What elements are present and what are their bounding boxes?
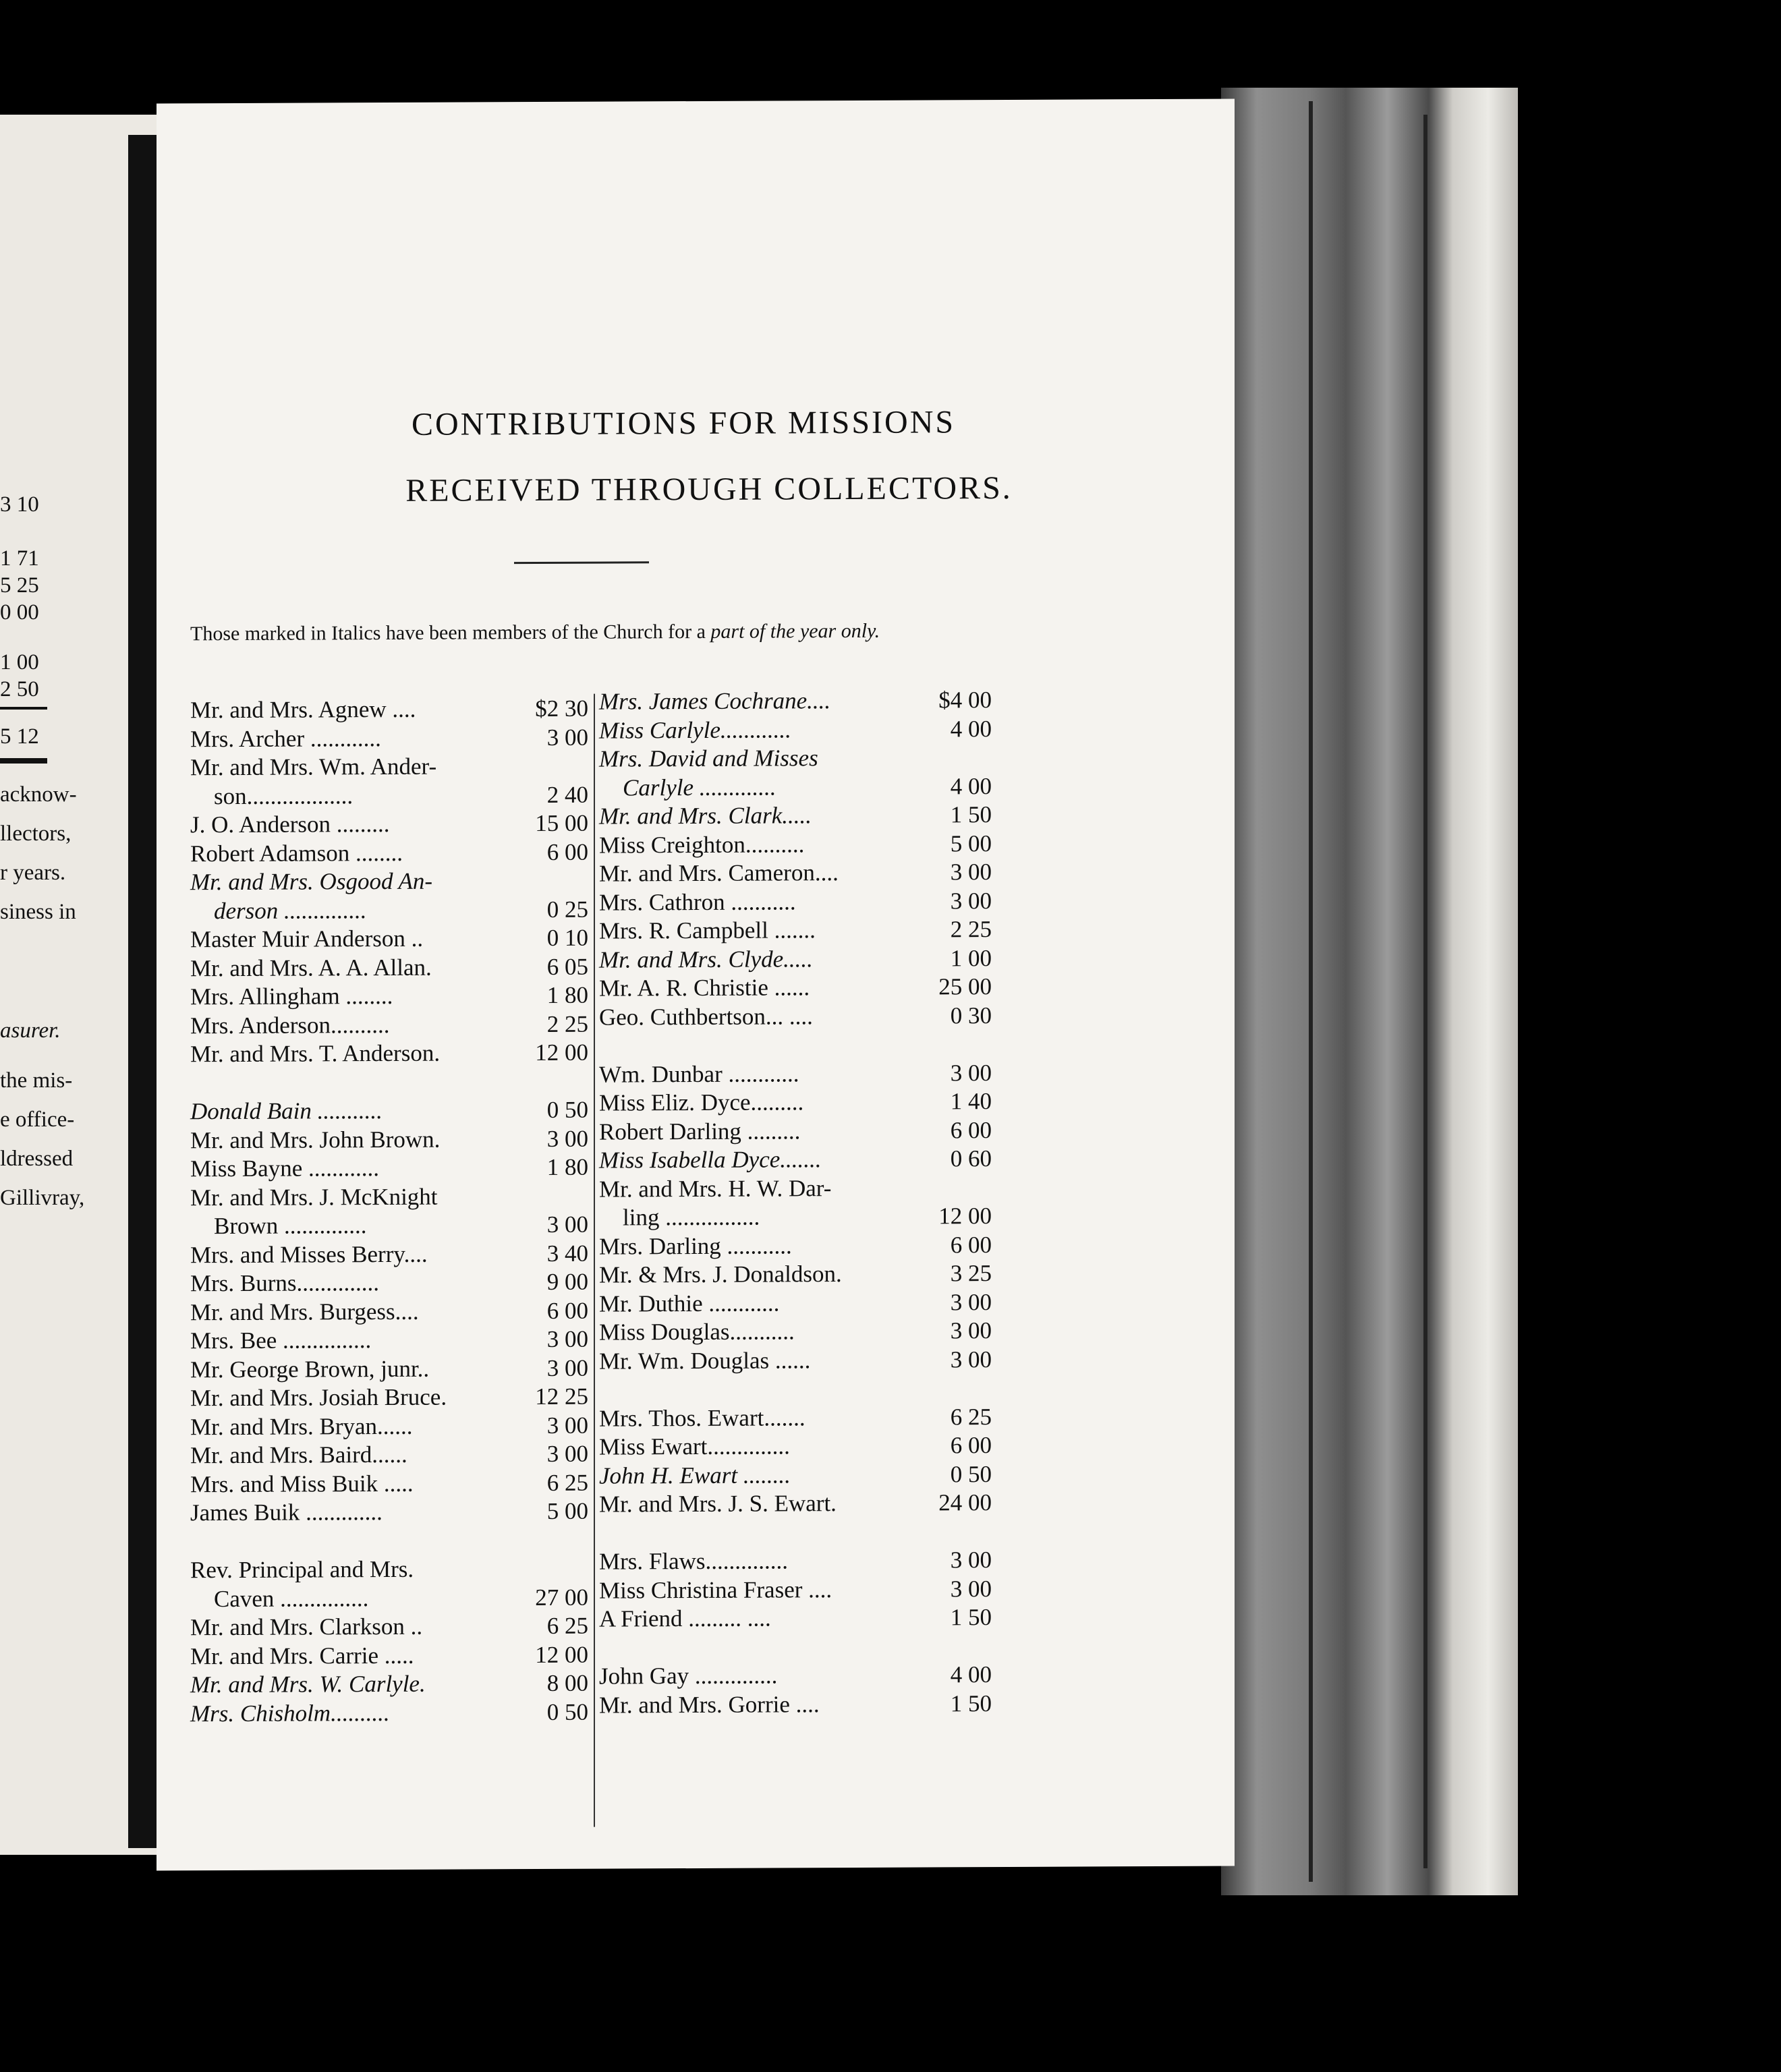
- contribution-amount: 5 00: [546, 1497, 588, 1524]
- contribution-amount: 3 00: [950, 1575, 992, 1602]
- contribution-row: [190, 1498, 588, 1528]
- contributor-name: Mr. and Mrs. J. McKnight: [190, 1183, 438, 1211]
- contributor-name: Mr. and Mrs. Wm. Ander-: [190, 753, 437, 781]
- contributor-name: Wm. Dunbar ............: [599, 1060, 799, 1088]
- contribution-amount: 5 00: [950, 830, 992, 857]
- contribution-amount: 24 00: [938, 1489, 992, 1516]
- document-page: [157, 99, 1235, 1871]
- contribution-row: [599, 1489, 992, 1520]
- contributor-name: Mr. and Mrs. H. W. Dar-: [599, 1174, 832, 1203]
- contribution-amount: 4 00: [950, 1661, 992, 1688]
- contribution-row: [599, 945, 992, 975]
- contribution-row: [599, 1002, 992, 1033]
- left-line: siness in: [0, 900, 76, 924]
- contribution-row: [190, 695, 588, 726]
- contributor-name: Miss Carlyle............: [599, 716, 791, 744]
- contribution-amount: 3 00: [546, 1354, 588, 1381]
- contributor-name: Mr. and Mrs. Bryan......: [190, 1412, 413, 1440]
- contributor-name: Miss Eliz. Dyce.........: [599, 1089, 804, 1116]
- contributor-name: Mrs. David and Misses: [599, 745, 818, 772]
- contribution-row: [599, 1260, 992, 1290]
- contribution-row: [599, 888, 992, 918]
- contributor-name: Mr. and Mrs. Burgess....: [190, 1298, 419, 1325]
- contribution-row: [599, 1375, 992, 1405]
- contribution-amount: 12 25: [535, 1383, 588, 1410]
- title-rule: [514, 561, 649, 564]
- contribution-amount: 3 00: [950, 1346, 992, 1373]
- contribution-row: [599, 916, 992, 946]
- left-line: asurer.: [0, 1018, 61, 1043]
- left-line: Gillivray,: [0, 1186, 85, 1210]
- contribution-row: [190, 1670, 588, 1700]
- contribution-amount: 15 00: [535, 809, 588, 837]
- contribution-row: [190, 1211, 588, 1242]
- contribution-amount: 6 05: [546, 953, 588, 980]
- contributor-name: Mr. and Mrs. Cameron....: [599, 859, 839, 887]
- left-line: e office-: [0, 1107, 75, 1132]
- contribution-row: [190, 953, 588, 983]
- contributor-name: Donald Bain ...........: [190, 1097, 383, 1125]
- contribution-row: [190, 1555, 588, 1586]
- contributor-name: James Buik .............: [190, 1499, 383, 1526]
- contributor-name: Mrs. R. Campbell .......: [599, 917, 816, 944]
- contribution-row: [190, 925, 588, 955]
- contribution-amount: 0 60: [950, 1145, 992, 1172]
- contributor-name: Miss Christina Fraser ....: [599, 1576, 832, 1604]
- contributor-name: Miss Creighton..........: [599, 830, 805, 859]
- contributor-name: Mrs. Chisholm..........: [190, 1699, 390, 1727]
- contribution-amount: 9 00: [546, 1268, 588, 1295]
- contribution-amount: 6 00: [546, 1297, 588, 1324]
- contribution-amount: 1 50: [950, 1604, 992, 1631]
- contribution-row: [599, 1145, 992, 1176]
- contribution-row: [190, 1641, 588, 1671]
- contribution-amount: $4 00: [938, 687, 992, 714]
- contributor-name: Rev. Principal and Mrs.: [190, 1555, 414, 1584]
- contribution-amount: 6 00: [546, 838, 588, 865]
- contribution-row: [599, 1518, 992, 1549]
- contribution-row: [190, 753, 588, 783]
- contributor-name: Mr. and Mrs. W. Carlyle.: [190, 1670, 426, 1698]
- contribution-row: [190, 1269, 588, 1299]
- contribution-amount: 3 00: [950, 1317, 992, 1344]
- contributor-name: Mrs. and Misses Berry....: [190, 1240, 428, 1268]
- left-line: ldressed: [0, 1147, 74, 1171]
- contribution-amount: 3 00: [546, 724, 588, 751]
- contribution-row: [599, 1404, 992, 1434]
- contribution-row: [599, 1576, 992, 1606]
- contributor-name: Mrs. Anderson..........: [190, 1011, 390, 1039]
- contribution-amount: 3 00: [546, 1211, 588, 1238]
- contribution-row: [190, 1383, 588, 1414]
- contributors-column-right: [599, 687, 992, 1719]
- contributor-name: Mr. and Mrs. J. S. Ewart.: [599, 1490, 837, 1518]
- contributor-name: Mr. and Mrs. T. Anderson.: [190, 1039, 441, 1068]
- contribution-amount: 3 00: [546, 1412, 588, 1439]
- sum-rule: [0, 707, 47, 710]
- book-edges: [1221, 88, 1518, 1895]
- contribution-row: [190, 1125, 588, 1155]
- contribution-row: [190, 1354, 588, 1385]
- contribution-amount: 6 25: [950, 1403, 992, 1430]
- contribution-amount: 2 25: [546, 1010, 588, 1037]
- contribution-amount: 2 40: [546, 781, 588, 808]
- left-line: the mis-: [0, 1068, 73, 1093]
- contributor-name: Robert Darling .........: [599, 1117, 801, 1145]
- contributor-name: Master Muir Anderson ..: [190, 925, 424, 953]
- contribution-amount: 0 10: [546, 924, 588, 951]
- edge-line: [1309, 101, 1313, 1882]
- left-number: 1 71: [0, 546, 39, 571]
- contributor-name: Mrs. Burns..............: [190, 1269, 380, 1297]
- left-number: 3 10: [0, 492, 39, 517]
- contribution-amount: 4 00: [950, 772, 992, 799]
- contributor-name: Mr. and Mrs. Gorrie ....: [599, 1690, 820, 1719]
- contributors-column-left: [190, 695, 588, 1727]
- contributor-name: Mrs. James Cochrane....: [599, 687, 831, 715]
- contribution-row: [599, 744, 992, 774]
- contribution-row: [599, 1203, 992, 1233]
- contribution-row: [599, 1432, 992, 1462]
- contributor-name: ling ................: [599, 1203, 760, 1231]
- contribution-row: [190, 896, 588, 926]
- contribution-row: [599, 1346, 992, 1377]
- contributor-name: Mrs. Thos. Ewart.......: [599, 1404, 805, 1432]
- contributor-name: Carlyle .............: [599, 773, 776, 801]
- contribution-row: [190, 1526, 588, 1557]
- contributor-name: Geo. Cuthbertson... ....: [599, 1002, 813, 1031]
- contribution-row: [599, 1633, 992, 1663]
- contributor-name: Mr. and Mrs. John Brown.: [190, 1126, 441, 1153]
- contributor-name: Mr. and Mrs. Agnew ....: [190, 695, 416, 724]
- contribution-row: [599, 859, 992, 889]
- contribution-row: [599, 1031, 992, 1061]
- contribution-row: [190, 1297, 588, 1327]
- page-subtitle: RECEIVED THROUGH COLLECTORS.: [405, 469, 1013, 509]
- contribution-row: [190, 1613, 588, 1643]
- contribution-row: [599, 716, 992, 746]
- contribution-row: [190, 724, 588, 754]
- contributor-name: Mrs. Archer ............: [190, 724, 381, 752]
- contribution-amount: 12 00: [535, 1039, 588, 1066]
- contribution-amount: 4 00: [950, 715, 992, 742]
- contribution-row: [190, 1326, 588, 1356]
- contribution-amount: 1 50: [950, 1690, 992, 1717]
- contribution-amount: 1 00: [950, 944, 992, 971]
- contribution-row: [599, 1117, 992, 1147]
- contribution-amount: 3 25: [950, 1260, 992, 1287]
- contribution-row: [190, 1698, 588, 1729]
- left-number: 2 50: [0, 677, 39, 701]
- contributor-name: Mr. and Mrs. Josiah Bruce.: [190, 1383, 447, 1412]
- contributor-name: Mrs. Cathron ...........: [599, 888, 796, 916]
- contributor-name: Mr. and Mrs. A. A. Allan.: [190, 954, 432, 981]
- contribution-amount: 3 00: [950, 1059, 992, 1086]
- contributor-name: A Friend ......... ....: [599, 1605, 771, 1632]
- contribution-amount: 3 00: [546, 1325, 588, 1352]
- contributor-name: Mr. and Mrs. Clark.....: [599, 802, 812, 830]
- contribution-row: [190, 1097, 588, 1127]
- contribution-row: [599, 1604, 992, 1634]
- contribution-amount: 8 00: [546, 1669, 588, 1696]
- contribution-row: [599, 801, 992, 832]
- double-rule: [0, 758, 47, 764]
- contributor-name: derson ..............: [190, 896, 367, 924]
- contribution-row: [190, 982, 588, 1012]
- contribution-amount: 1 80: [546, 1153, 588, 1180]
- contributor-name: Mr. & Mrs. J. Donaldson.: [599, 1261, 842, 1288]
- contributor-name: Mrs. Darling ...........: [599, 1232, 792, 1260]
- contribution-row: [190, 838, 588, 869]
- contributor-name: Mr. and Mrs. Baird......: [190, 1441, 407, 1469]
- left-line: r years.: [0, 861, 66, 885]
- contributor-name: Mr. Duthie ............: [599, 1289, 780, 1317]
- contribution-amount: 6 25: [546, 1612, 588, 1639]
- column-divider: [594, 694, 595, 1827]
- contribution-row: [599, 1547, 992, 1577]
- contribution-amount: 6 00: [950, 1231, 992, 1258]
- contribution-row: [599, 830, 992, 861]
- contribution-row: [599, 1690, 992, 1721]
- contributor-name: Caven ...............: [190, 1584, 369, 1612]
- contributor-name: J. O. Anderson .........: [190, 810, 390, 838]
- contribution-row: [599, 687, 992, 717]
- contribution-row: [190, 1010, 588, 1041]
- contribution-row: [190, 1154, 588, 1184]
- contribution-amount: 1 40: [950, 1088, 992, 1115]
- contributor-name: Miss Ewart..............: [599, 1433, 790, 1460]
- contribution-amount: 6 00: [950, 1432, 992, 1459]
- left-number: 5 12: [0, 724, 39, 749]
- contributor-name: Miss Bayne ............: [190, 1155, 379, 1182]
- contribution-amount: 3 00: [950, 1547, 992, 1574]
- contributor-name: Mr. Wm. Douglas ......: [599, 1346, 811, 1375]
- note-italic: part of the year only.: [710, 619, 880, 643]
- left-number: 5 25: [0, 573, 39, 598]
- contribution-row: [599, 773, 992, 803]
- contribution-amount: 3 00: [546, 1440, 588, 1467]
- contributor-name: Mrs. and Miss Buik .....: [190, 1470, 414, 1497]
- contribution-amount: 3 00: [950, 859, 992, 886]
- contribution-amount: 3 40: [546, 1240, 588, 1267]
- contributor-name: Brown ..............: [190, 1212, 367, 1240]
- left-number: 0 00: [0, 600, 39, 625]
- contributor-name: Mr. and Mrs. Osgood An-: [190, 867, 433, 896]
- contribution-row: [190, 1584, 588, 1614]
- contributor-name: Mr. and Mrs. Clyde.....: [599, 945, 813, 973]
- contributor-name: Robert Adamson ........: [190, 839, 403, 867]
- contribution-row: [599, 973, 992, 1004]
- contributor-name: John H. Ewart ........: [599, 1461, 791, 1489]
- contribution-amount: 25 00: [938, 973, 992, 1000]
- italics-note: [190, 611, 1007, 654]
- note-text: Those marked in Italics have been members of the Church for a: [190, 620, 706, 645]
- edge-line: [1423, 115, 1427, 1868]
- contributor-name: Mr. George Brown, junr..: [190, 1355, 430, 1383]
- contribution-amount: 1 80: [546, 981, 588, 1008]
- contribution-amount: 0 25: [546, 896, 588, 923]
- contributor-name: Mrs. Allingham ........: [190, 982, 393, 1010]
- contribution-row: [190, 1412, 588, 1442]
- contributor-name: Miss Douglas...........: [599, 1318, 795, 1346]
- left-line: acknow-: [0, 782, 77, 807]
- contribution-row: [190, 1039, 588, 1070]
- contribution-row: [599, 1661, 992, 1692]
- contributor-name: John Gay ..............: [599, 1662, 778, 1690]
- contributor-name: son..................: [190, 782, 354, 809]
- page-title: CONTRIBUTIONS FOR MISSIONS: [411, 404, 956, 442]
- contribution-row: [190, 1441, 588, 1471]
- contribution-amount: $2 30: [535, 695, 588, 722]
- contribution-amount: 6 00: [950, 1116, 992, 1143]
- contribution-amount: 27 00: [535, 1584, 588, 1611]
- contribution-amount: 0 50: [546, 1698, 588, 1725]
- contribution-row: [190, 1068, 588, 1098]
- contributor-name: Mrs. Bee ...............: [190, 1327, 372, 1354]
- contribution-row: [190, 810, 588, 840]
- contributor-name: Mrs. Flaws..............: [599, 1547, 789, 1575]
- contribution-amount: 3 00: [546, 1125, 588, 1152]
- left-number: 1 00: [0, 650, 39, 674]
- contribution-row: [190, 1469, 588, 1499]
- contributor-name: Miss Isabella Dyce.......: [599, 1146, 822, 1174]
- contributor-name: Mr. A. R. Christie ......: [599, 974, 810, 1002]
- left-line: llectors,: [0, 822, 72, 846]
- contribution-row: [599, 1232, 992, 1262]
- contribution-row: [599, 1289, 992, 1319]
- contribution-row: [599, 1461, 992, 1491]
- contribution-row: [599, 1317, 992, 1348]
- contribution-amount: 6 25: [546, 1469, 588, 1496]
- contribution-row: [599, 1088, 992, 1118]
- contribution-amount: 2 25: [950, 916, 992, 943]
- contribution-amount: 0 50: [950, 1460, 992, 1487]
- contribution-row: [190, 1240, 588, 1270]
- contribution-amount: 12 00: [535, 1641, 588, 1668]
- contributor-name: Mr. and Mrs. Clarkson ..: [190, 1613, 423, 1641]
- contribution-amount: 0 30: [950, 1002, 992, 1029]
- contribution-row: [190, 1182, 588, 1213]
- contributor-name: Mr. and Mrs. Carrie .....: [190, 1642, 414, 1669]
- contribution-amount: 12 00: [938, 1203, 992, 1230]
- contribution-amount: 3 00: [950, 1288, 992, 1315]
- contribution-row: [599, 1174, 992, 1205]
- contribution-row: [190, 867, 588, 898]
- contribution-amount: 0 50: [546, 1096, 588, 1123]
- contribution-amount: 3 00: [950, 887, 992, 914]
- contribution-row: [190, 781, 588, 811]
- contribution-row: [599, 1060, 992, 1090]
- contribution-amount: 1 50: [950, 801, 992, 828]
